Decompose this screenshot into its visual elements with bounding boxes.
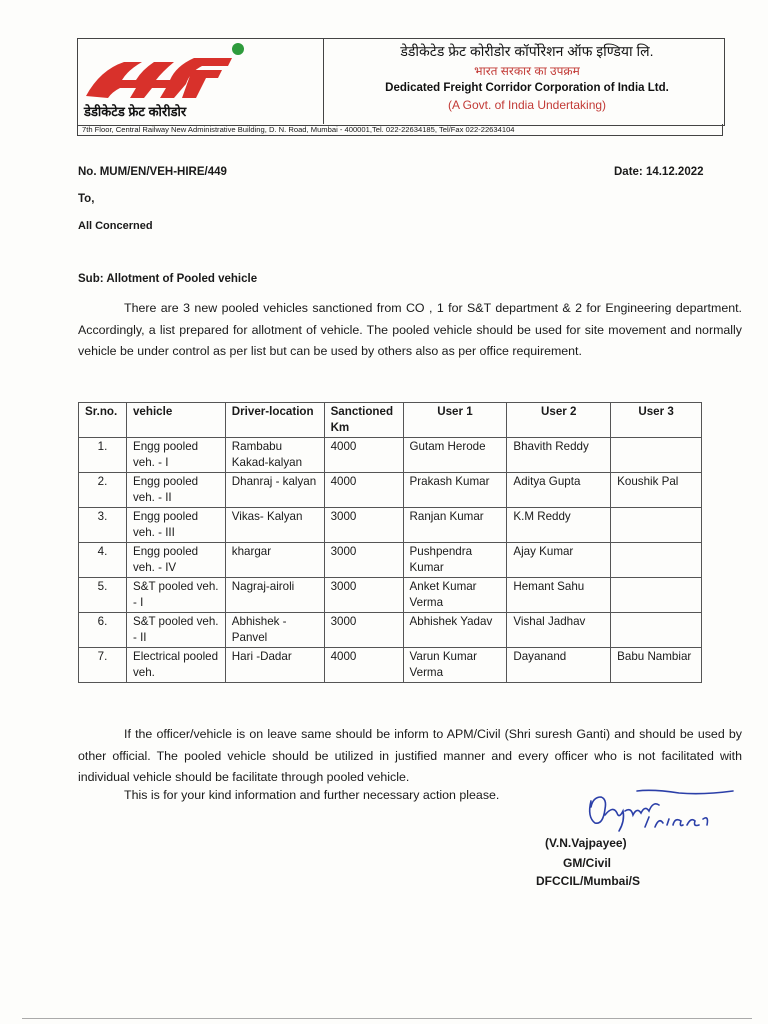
page-bottom-rule [22,1018,752,1019]
body-paragraph-3: This is for your kind information and further necessary action please. [124,788,500,802]
table-header-row [79,403,702,438]
hindi-company-name: डेडीकेटेड फ्रेट कोरीडोर कॉर्पोरेशन ऑफ इण्डिया लि. [400,43,654,59]
cell-user-3 [611,578,702,613]
cell-driver-location: Abhishek - Panvel [225,613,324,648]
header-vehicle: vehicle [126,403,225,438]
cell-driver-location: Hari -Dadar [225,648,324,683]
vehicle-allotment-table [78,402,702,683]
cell-driver-location: Rambabu Kakad-kalyan [225,438,324,473]
cell-driver-location: khargar [225,543,324,578]
cell-user-2: Ajay Kumar [507,543,611,578]
cell-srno: 4. [79,543,127,578]
hindi-subtitle: भारत सरकार का उपक्रम [474,64,580,78]
cell-user-1: Prakash Kumar [403,473,507,508]
cell-user-3: Babu Nambiar [611,648,702,683]
table-row [79,613,702,648]
cell-vehicle: Engg pooled veh. - I [126,438,225,473]
table-row [79,473,702,508]
cell-user-3 [611,508,702,543]
cell-vehicle: Engg pooled veh. - IV [126,543,225,578]
english-subtitle: (A Govt. of India Undertaking) [447,98,607,112]
signatory-designation: GM/Civil [563,856,612,870]
cell-vehicle: S&T pooled veh. - II [126,613,225,648]
cell-srno: 7. [79,648,127,683]
dfccil-logo [82,40,252,102]
cell-user-2: Hemant Sahu [507,578,611,613]
cell-srno: 1. [79,438,127,473]
table-row [79,543,702,578]
cell-sanctioned-km: 3000 [324,578,403,613]
handwritten-signature [583,787,743,839]
cell-vehicle: Engg pooled veh. - II [126,473,225,508]
cell-user-1: Pushpendra Kumar [403,543,507,578]
body-paragraph-1: There are 3 new pooled vehicles sanctioned from CO , 1 for S&T department & 2 for Engineering department. Accordingly, a list prepared for allotment of vehicle. The pooled vehicle should be used for site movement and normally vehicle be under control as per list but can be used by others also as per office requirement. [78,301,742,358]
letter-date: Date: 14.12.2022 [614,166,704,178]
cell-srno: 3. [79,508,127,543]
letterhead-divider [323,38,324,124]
to-label: To, [78,193,95,205]
header-user-1: User 1 [403,403,507,438]
cell-user-2: Dayanand [507,648,611,683]
table-row [79,438,702,473]
cell-sanctioned-km: 4000 [324,648,403,683]
cell-driver-location: Vikas- Kalyan [225,508,324,543]
cell-user-1: Ranjan Kumar [403,508,507,543]
cell-user-3: Koushik Pal [611,473,702,508]
header-driver-location: Driver-location [225,403,324,438]
cell-sanctioned-km: 4000 [324,473,403,508]
cell-sanctioned-km: 3000 [324,613,403,648]
logo-caption: डेडीकेटेड फ्रेट कोरीडोर [84,104,187,119]
cell-user-1: Abhishek Yadav [403,613,507,648]
english-company-name: Dedicated Freight Corridor Corporation of India Ltd. [385,82,669,94]
subject-line: Sub: Allotment of Pooled vehicle [78,273,258,285]
cell-vehicle: Electrical pooled veh. [126,648,225,683]
body-paragraph-2: If the officer/vehicle is on leave same should be inform to APM/Civil (Shri suresh Ganti) and should be used by other official. The pooled vehicle should be utilized in justified manner and every officer who is not facilitated with individual vehicle should be facilitate through pooled vehicle. [78,727,742,784]
office-address: 7th Floor, Central Railway New Administrative Building, D. N. Road, Mumbai - 400001,Tel. 022-22634185, Tel/Fax 022-22634104 [77,124,723,136]
cell-sanctioned-km: 3000 [324,508,403,543]
cell-user-3 [611,543,702,578]
cell-user-1: Anket Kumar Verma [403,578,507,613]
cell-sanctioned-km: 3000 [324,543,403,578]
addressee: All Concerned [78,220,153,232]
table-row [79,578,702,613]
signatory-name: (V.N.Vajpayee) [545,836,627,850]
cell-user-1: Gutam Herode [403,438,507,473]
reference-number: No. MUM/EN/VEH-HIRE/449 [78,166,227,178]
table-row [79,648,702,683]
cell-user-1: Varun Kumar Verma [403,648,507,683]
signatory-office: DFCCIL/Mumbai/S [536,874,640,888]
cell-srno: 6. [79,613,127,648]
cell-user-2: Vishal Jadhav [507,613,611,648]
cell-driver-location: Dhanraj - kalyan [225,473,324,508]
header-srno: Sr.no. [79,403,127,438]
cell-user-2: Aditya Gupta [507,473,611,508]
cell-sanctioned-km: 4000 [324,438,403,473]
cell-user-2: Bhavith Reddy [507,438,611,473]
cell-user-3 [611,438,702,473]
cell-vehicle: S&T pooled veh. - I [126,578,225,613]
cell-vehicle: Engg pooled veh. - III [126,508,225,543]
header-sanctioned-km: Sanctioned Km [324,403,403,438]
cell-user-3 [611,613,702,648]
cell-driver-location: Nagraj-airoli [225,578,324,613]
cell-srno: 5. [79,578,127,613]
cell-srno: 2. [79,473,127,508]
header-user-3: User 3 [611,403,702,438]
header-user-2: User 2 [507,403,611,438]
cell-user-2: K.M Reddy [507,508,611,543]
table-row [79,508,702,543]
